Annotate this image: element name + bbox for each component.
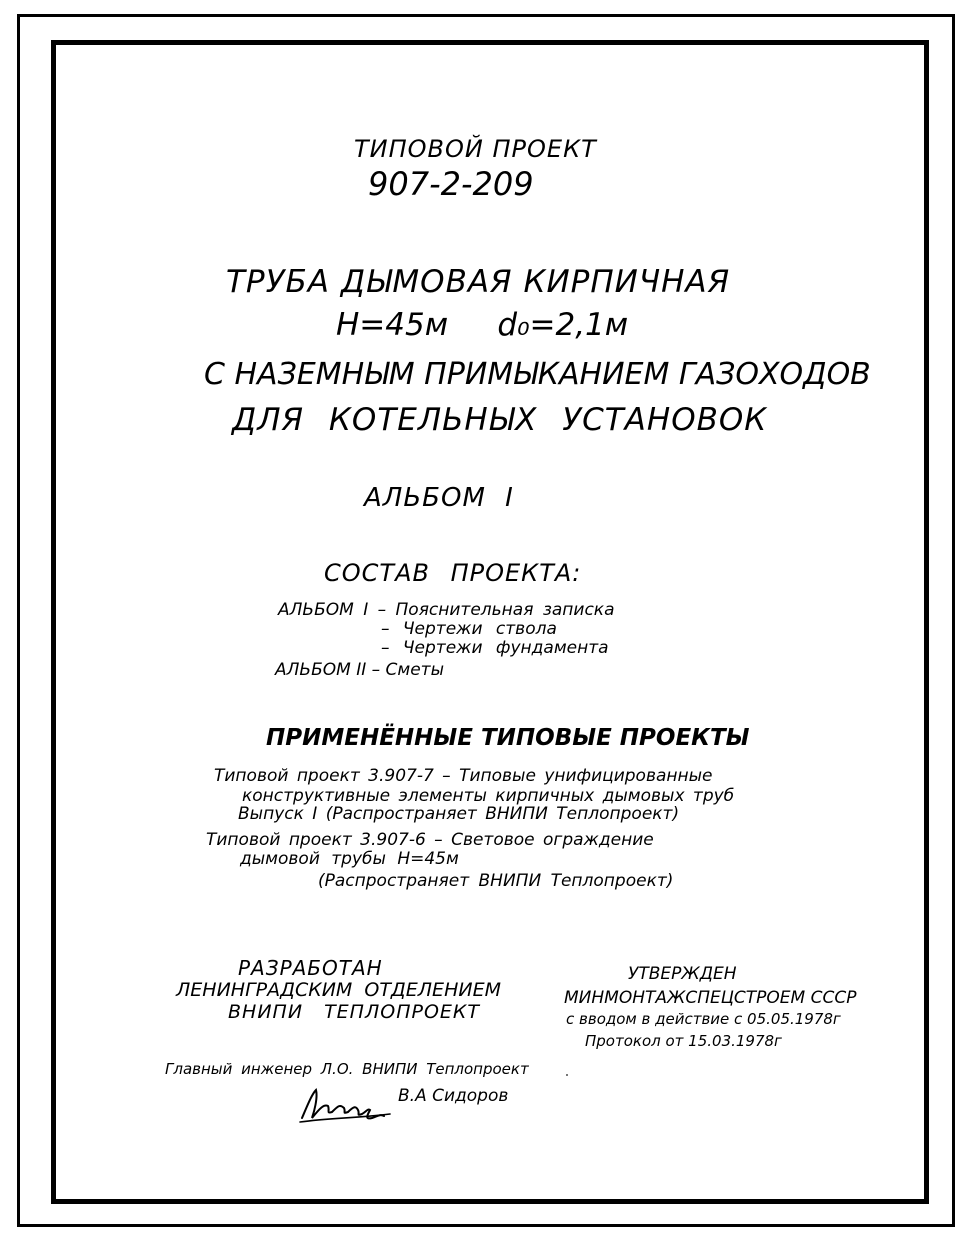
chief-engineer-line: Главный инженер Л.О. ВНИПИ Теплопроект [165,1060,529,1078]
composition-item-1: АЛЬБОМ I – Пояснительная записка [278,600,615,620]
applied-line-1: Типовой проект 3.907-7 – Типовые унифицированные [214,766,713,786]
title-line-2: H=45м d₀=2,1м [336,307,629,343]
project-type-label: ТИПОВОЙ ПРОЕКТ [354,135,597,163]
applied-line-3: Выпуск I (Распространяет ВНИПИ Теплопроект) [238,804,680,824]
approved-line-3: с вводом в действие с 05.05.1978г [566,1010,841,1028]
title-line-4: ДЛЯ КОТЕЛЬНЫХ УСТАНОВОК [232,402,768,438]
approved-line-4: Протокол от 15.03.1978г [585,1032,782,1050]
approved-line-2: МИНМОНТАЖСПЕЦСТРОЕМ СССР [564,988,857,1008]
applied-line-2: конструктивные элементы кирпичных дымовых труб [242,786,735,806]
applied-heading: ПРИМЕНЁННЫЕ ТИПОВЫЕ ПРОЕКТЫ [266,725,750,751]
composition-item-4: АЛЬБОМ II – Сметы [275,660,445,680]
signature-mark [298,1084,398,1128]
applied-line-6: (Распространяет ВНИПИ Теплопроект) [318,871,674,891]
project-number: 907-2-209 [368,165,534,203]
title-line-1: ТРУБА ДЫМОВАЯ КИРПИЧНАЯ [226,264,731,300]
developed-line-1: РАЗРАБОТАН [238,956,383,980]
applied-line-5: дымовой трубы H=45м [240,849,459,869]
signatory-name: В.А Сидоров [398,1086,509,1106]
album-label: АЛЬБОМ I [364,483,514,513]
scan-speck [566,1074,568,1076]
developed-line-2: ЛЕНИНГРАДСКИМ ОТДЕЛЕНИЕМ [176,979,501,1001]
developed-line-3: ВНИПИ ТЕПЛОПРОЕКТ [228,1001,481,1023]
approved-line-1: УТВЕРЖДЕН [628,964,737,984]
composition-heading: СОСТАВ ПРОЕКТА: [324,559,582,587]
title-line-3: С НАЗЕМНЫМ ПРИМЫКАНИЕМ ГАЗОХОДОВ [204,357,871,392]
composition-item-3: – Чертежи фундамента [381,638,609,658]
applied-line-4: Типовой проект 3.907-6 – Световое ограждение [206,830,654,850]
composition-item-2: – Чертежи ствола [381,619,557,639]
